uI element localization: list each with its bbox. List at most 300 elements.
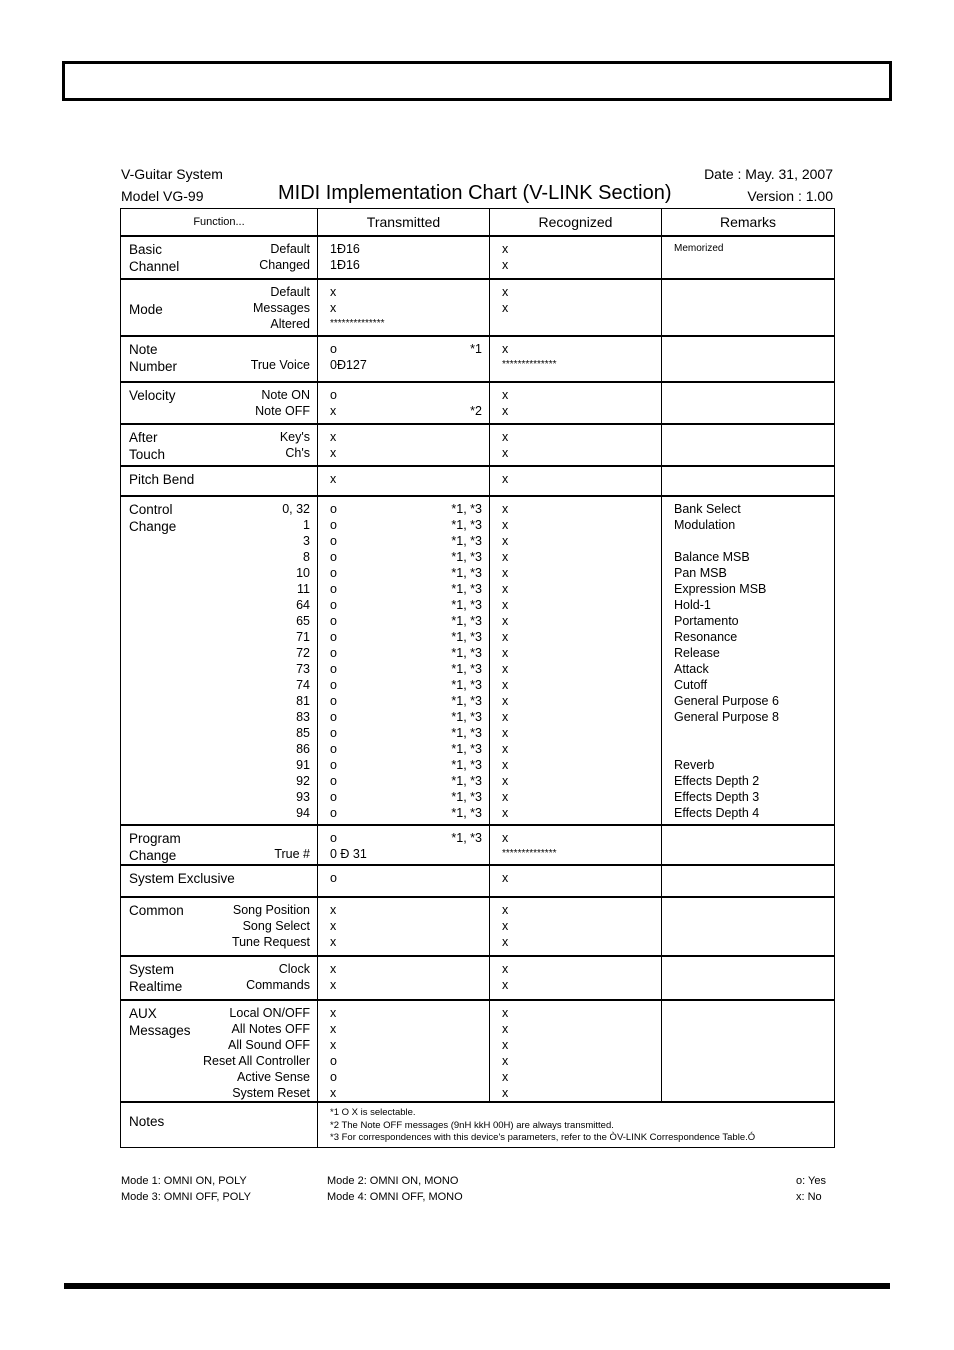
- transmitted-cell: [318, 496, 490, 825]
- section-label: [129, 241, 179, 275]
- recognized-value: x: [502, 710, 509, 724]
- mode-3-legend: Mode 3: OMNI OFF, POLY: [121, 1191, 251, 1203]
- transmitted-note: *1, *3: [451, 678, 482, 692]
- function-items: [253, 284, 310, 332]
- recognized-cell: [490, 236, 662, 279]
- transmitted-value: [330, 830, 482, 846]
- function-item: 10: [296, 566, 310, 580]
- recognized-value: x: [502, 678, 509, 692]
- section-label: [129, 1005, 191, 1101]
- transmitted-cell: [318, 336, 490, 382]
- transmitted-text: o: [330, 678, 337, 692]
- model-name: Model VG-99: [121, 188, 204, 204]
- recognized-value: x: [502, 242, 509, 256]
- transmitted-value: [330, 1069, 482, 1085]
- remark-text: Portamento: [674, 614, 739, 628]
- section-label: [129, 471, 194, 488]
- section-label-line: Realtime: [129, 979, 183, 994]
- function-cell: [121, 825, 318, 865]
- recognized-value: x: [502, 774, 509, 788]
- transmitted-note: *1, *3: [451, 806, 482, 820]
- section-label-line: After: [129, 430, 158, 445]
- transmitted-value: [330, 517, 482, 533]
- transmitted-text: x: [330, 1086, 337, 1100]
- recognized-value: x: [502, 258, 509, 272]
- recognized-value: x: [502, 1070, 509, 1084]
- remark-text: [674, 1021, 834, 1037]
- function-item: 94: [296, 806, 310, 820]
- recognized-value: x: [502, 1006, 509, 1020]
- section-label-line: Pitch Bend: [129, 472, 195, 487]
- recognized-value: x: [502, 301, 509, 315]
- section-label: [129, 387, 176, 421]
- function-item: 64: [296, 598, 310, 612]
- remarks-cell: [662, 336, 835, 382]
- remark-text: [674, 300, 834, 316]
- remarks-cell: [662, 865, 835, 897]
- remark-text: General Purpose 8: [674, 710, 779, 724]
- function-items: [255, 387, 310, 421]
- transmitted-text: o: [330, 806, 337, 820]
- transmitted-value: [330, 403, 482, 419]
- remark-text: [674, 403, 834, 419]
- recognized-cell: [490, 825, 662, 865]
- recognized-value: [502, 316, 661, 332]
- transmitted-text: x: [330, 962, 337, 976]
- transmitted-value: [330, 961, 482, 977]
- transmitted-note: *1, *3: [451, 582, 482, 596]
- recognized-value: x: [502, 790, 509, 804]
- transmitted-cell: [318, 279, 490, 336]
- transmitted-value: [330, 357, 482, 373]
- remark-text: [674, 1005, 834, 1021]
- transmitted-text: x: [330, 430, 337, 444]
- function-item: Active Sense: [237, 1070, 310, 1084]
- section-label: [129, 902, 184, 950]
- transmitted-text: **************: [330, 318, 385, 329]
- transmitted-value: [330, 1053, 482, 1069]
- recognized-cell: [490, 424, 662, 466]
- recognized-cell: [490, 1000, 662, 1102]
- remark-text: [674, 341, 834, 357]
- remark-text: Balance MSB: [674, 550, 750, 564]
- transmitted-text: o: [330, 742, 337, 756]
- recognized-value: x: [502, 1022, 509, 1036]
- transmitted-cell: [318, 1000, 490, 1102]
- notes-label: Notes: [129, 1114, 165, 1129]
- function-item: True Voice: [250, 358, 310, 372]
- section-row: [121, 956, 835, 1000]
- no-legend: x: No: [796, 1191, 822, 1203]
- recognized-value: x: [502, 285, 509, 299]
- transmitted-text: x: [330, 446, 337, 460]
- transmitted-note: *1, *3: [451, 790, 482, 804]
- remarks-cell: [662, 825, 835, 865]
- transmitted-note: *1: [470, 342, 482, 356]
- function-item: True #: [274, 847, 310, 861]
- transmitted-value: [330, 725, 482, 741]
- transmitted-value: [330, 805, 482, 821]
- transmitted-text: o: [330, 871, 337, 885]
- function-item: 65: [296, 614, 310, 628]
- remarks-cell: [662, 466, 835, 496]
- function-item: 3: [303, 534, 310, 548]
- transmitted-note: *1, *3: [451, 518, 482, 532]
- function-item: All Sound OFF: [228, 1038, 310, 1052]
- transmitted-note: *1, *3: [451, 662, 482, 676]
- remark-text: Memorized: [674, 243, 724, 254]
- function-item: 1: [303, 518, 310, 532]
- section-label: [129, 870, 235, 887]
- remark-text: Pan MSB: [674, 566, 727, 580]
- mode-1-legend: Mode 1: OMNI ON, POLY: [121, 1175, 247, 1187]
- recognized-value: x: [502, 404, 509, 418]
- note-line: *2 The Note OFF messages (9nH kkH 00H) are always transmitted.: [330, 1119, 614, 1131]
- transmitted-text: o: [330, 534, 337, 548]
- function-item: Song Position: [232, 903, 310, 917]
- column-header-recognized: Recognized: [490, 209, 662, 237]
- section-label-line: Basic: [129, 242, 163, 257]
- remark-text: Effects Depth 2: [674, 774, 760, 788]
- transmitted-note: *1, *3: [451, 774, 482, 788]
- transmitted-cell: [318, 956, 490, 1000]
- remark-text: [674, 284, 834, 300]
- transmitted-text: o: [330, 831, 337, 845]
- recognized-value: x: [502, 662, 509, 676]
- transmitted-text: o: [330, 710, 337, 724]
- remarks-cell: [662, 424, 835, 466]
- function-cell: [121, 496, 318, 825]
- remark-text: Effects Depth 3: [674, 790, 760, 804]
- function-item: 85: [296, 726, 310, 740]
- function-item: Song Select: [242, 919, 310, 933]
- recognized-value: x: [502, 919, 509, 933]
- transmitted-text: o: [330, 550, 337, 564]
- remarks-cell: [662, 1000, 835, 1102]
- recognized-value: x: [502, 598, 509, 612]
- transmitted-text: o: [330, 662, 337, 676]
- section-row: [121, 236, 835, 279]
- remark-text: [674, 846, 834, 862]
- section-label-line: AUX: [129, 1006, 157, 1021]
- section-row: [121, 424, 835, 466]
- section-label: [129, 961, 182, 995]
- transmitted-text: x: [330, 285, 337, 299]
- function-item: 91: [296, 758, 310, 772]
- transmitted-text: x: [330, 978, 337, 992]
- function-cell: [121, 897, 318, 956]
- recognized-value: x: [502, 935, 509, 949]
- remark-text: Expression MSB: [674, 582, 767, 596]
- section-row: [121, 1000, 835, 1102]
- function-cell: [121, 1000, 318, 1102]
- transmitted-note: *1, *3: [451, 550, 482, 564]
- chart-date: Date : May. 31, 2007: [704, 166, 833, 182]
- transmitted-value: [330, 597, 482, 613]
- recognized-value: x: [502, 978, 509, 992]
- section-row: [121, 496, 835, 825]
- transmitted-text: o: [330, 566, 337, 580]
- section-label-line: Mode: [129, 302, 163, 317]
- function-item: [274, 830, 310, 846]
- transmitted-value: [330, 1005, 482, 1021]
- transmitted-text: o: [330, 1070, 337, 1084]
- system-name: V-Guitar System: [121, 166, 223, 182]
- recognized-value: x: [502, 430, 509, 444]
- function-item: 83: [296, 710, 310, 724]
- transmitted-value: [330, 629, 482, 645]
- recognized-cell: [490, 865, 662, 897]
- remark-text: [674, 741, 834, 757]
- transmitted-text: o: [330, 1054, 337, 1068]
- section-label-line: Number: [129, 359, 178, 374]
- transmitted-value: [330, 257, 482, 273]
- column-header-function: Function...: [121, 209, 318, 237]
- recognized-cell: [490, 496, 662, 825]
- section-label-line: System: [129, 962, 175, 977]
- section-label-line: [129, 404, 176, 421]
- transmitted-text: 0 Ð 31: [330, 847, 367, 861]
- function-item: Local ON/OFF: [229, 1006, 310, 1020]
- column-header-remarks: Remarks: [662, 209, 835, 237]
- remark-text: Hold-1: [674, 598, 711, 612]
- function-items: [251, 341, 310, 375]
- recognized-cell: [490, 336, 662, 382]
- section-row: [121, 336, 835, 382]
- notes-row: [121, 1102, 835, 1147]
- column-header-transmitted: Transmitted: [318, 209, 490, 237]
- transmitted-value: [330, 773, 482, 789]
- remark-text: Reverb: [674, 758, 715, 772]
- recognized-value: x: [502, 630, 509, 644]
- function-item: Messages: [253, 301, 310, 315]
- transmitted-value: [330, 549, 482, 565]
- remark-text: [674, 830, 834, 846]
- remark-text: [674, 445, 834, 461]
- function-items: [274, 830, 310, 864]
- recognized-value: x: [502, 726, 509, 740]
- function-item: 11: [297, 582, 310, 596]
- function-item: [251, 341, 310, 357]
- transmitted-text: o: [330, 598, 337, 612]
- function-items: [259, 241, 310, 275]
- transmitted-value: [330, 387, 482, 403]
- transmitted-value: [330, 241, 482, 257]
- function-items: [232, 902, 310, 950]
- function-item: 93: [296, 790, 310, 804]
- section-label-line: Program: [129, 831, 181, 846]
- remark-text: [674, 977, 834, 993]
- recognized-cell: [490, 466, 662, 496]
- transmitted-value: [330, 1085, 482, 1101]
- recognized-value: x: [502, 472, 509, 486]
- function-cell: [121, 382, 318, 424]
- remark-text: [674, 429, 834, 445]
- function-cell: [121, 336, 318, 382]
- function-item: Reset All Controller: [203, 1054, 310, 1068]
- transmitted-text: o: [330, 388, 337, 402]
- transmitted-text: o: [330, 502, 337, 516]
- transmitted-value: [330, 565, 482, 581]
- remarks-cell: [662, 496, 835, 825]
- transmitted-cell: [318, 424, 490, 466]
- transmitted-note: *2: [470, 404, 482, 418]
- remarks-cell: [662, 956, 835, 1000]
- page-header-box: [62, 61, 892, 101]
- transmitted-value: [330, 1021, 482, 1037]
- transmitted-text: x: [330, 404, 337, 418]
- section-row: [121, 466, 835, 496]
- remark-text: [674, 725, 834, 741]
- transmitted-text: 1Ð16: [330, 258, 360, 272]
- function-item: System Reset: [232, 1086, 310, 1100]
- recognized-value: x: [502, 1038, 509, 1052]
- recognized-value: x: [502, 342, 509, 356]
- remarks-cell: [662, 236, 835, 279]
- function-item: 71: [296, 630, 310, 644]
- section-label-line: Common: [129, 903, 184, 918]
- section-label-line: [129, 284, 163, 301]
- transmitted-cell: [318, 236, 490, 279]
- transmitted-text: o: [330, 774, 337, 788]
- remark-text: [674, 1037, 834, 1053]
- transmitted-value: [330, 693, 482, 709]
- chart-version: Version : 1.00: [747, 188, 833, 204]
- transmitted-value: [330, 471, 482, 487]
- transmitted-value: [330, 846, 482, 862]
- transmitted-text: x: [330, 903, 337, 917]
- transmitted-note: *1, *3: [451, 646, 482, 660]
- recognized-value: x: [502, 550, 509, 564]
- section-label-line: Messages: [129, 1023, 191, 1038]
- remark-text: [674, 1069, 834, 1085]
- transmitted-value: [330, 934, 482, 950]
- yes-legend: o: Yes: [796, 1175, 826, 1187]
- transmitted-value: [330, 902, 482, 918]
- remark-text: [674, 902, 834, 918]
- recognized-value: **************: [502, 848, 557, 859]
- transmitted-cell: [318, 897, 490, 956]
- function-item: Changed: [259, 258, 310, 272]
- section-label-line: Velocity: [129, 388, 176, 403]
- transmitted-value: [330, 581, 482, 597]
- remarks-cell: [662, 897, 835, 956]
- transmitted-value: [330, 918, 482, 934]
- transmitted-text: o: [330, 694, 337, 708]
- transmitted-text: o: [330, 342, 337, 356]
- remark-text: [674, 471, 834, 487]
- function-cell: [121, 865, 318, 897]
- remark-text: [674, 257, 834, 273]
- section-label-line: Channel: [129, 259, 180, 274]
- table-header-row: [121, 209, 835, 237]
- recognized-value: x: [502, 758, 509, 772]
- transmitted-note: *1, *3: [451, 502, 482, 516]
- transmitted-value: [330, 677, 482, 693]
- remark-text: Effects Depth 4: [674, 806, 760, 820]
- function-cell: [121, 956, 318, 1000]
- recognized-value: x: [502, 534, 509, 548]
- function-item: 0, 32: [282, 502, 310, 516]
- transmitted-cell: [318, 466, 490, 496]
- transmitted-note: *1, *3: [451, 742, 482, 756]
- transmitted-value: [330, 445, 482, 461]
- transmitted-value: [330, 870, 482, 886]
- function-cell: [121, 466, 318, 496]
- transmitted-text: o: [330, 758, 337, 772]
- remarks-cell: [662, 382, 835, 424]
- notes-cell: [318, 1102, 835, 1147]
- recognized-value: x: [502, 871, 509, 885]
- section-label-line: Change: [129, 519, 177, 534]
- remark-text: [674, 357, 834, 373]
- transmitted-cell: [318, 825, 490, 865]
- section-row: [121, 865, 835, 897]
- transmitted-value: [330, 533, 482, 549]
- recognized-value: x: [502, 806, 509, 820]
- recognized-cell: [490, 897, 662, 956]
- remark-text: [674, 934, 834, 950]
- transmitted-text: o: [330, 726, 337, 740]
- transmitted-value: [330, 645, 482, 661]
- transmitted-text: x: [330, 472, 337, 486]
- recognized-value: x: [502, 566, 509, 580]
- function-items: [282, 501, 310, 821]
- function-item: 92: [296, 774, 310, 788]
- function-item: 8: [303, 550, 310, 564]
- transmitted-note: *1, *3: [451, 630, 482, 644]
- function-item: Clock: [278, 962, 310, 976]
- function-item: Tune Request: [231, 935, 310, 949]
- transmitted-note: *1, *3: [451, 694, 482, 708]
- note-line: *1 O X is selectable.: [330, 1107, 416, 1118]
- function-items: [246, 961, 310, 995]
- transmitted-note: *1, *3: [451, 726, 482, 740]
- remark-text: [674, 316, 834, 332]
- recognized-value: x: [502, 614, 509, 628]
- function-item: All Notes OFF: [231, 1022, 310, 1036]
- remark-text: [674, 1053, 834, 1069]
- transmitted-note: *1, *3: [451, 758, 482, 772]
- section-label-line: Change: [129, 848, 177, 863]
- midi-implementation-table: [120, 208, 835, 1148]
- section-label-line: [129, 919, 184, 936]
- function-cell: [121, 279, 318, 336]
- section-label-line: Touch: [129, 447, 166, 462]
- recognized-value: x: [502, 446, 509, 460]
- remark-text: [674, 961, 834, 977]
- section-row: [121, 279, 835, 336]
- section-label: [129, 830, 181, 864]
- function-item: Key's: [279, 430, 310, 444]
- transmitted-text: o: [330, 790, 337, 804]
- recognized-value: x: [502, 962, 509, 976]
- recognized-value: **************: [502, 359, 557, 370]
- recognized-value: x: [502, 831, 509, 845]
- section-row: [121, 825, 835, 865]
- transmitted-note: *1, *3: [451, 598, 482, 612]
- transmitted-value: [330, 661, 482, 677]
- transmitted-value: [330, 1037, 482, 1053]
- function-cell: [121, 424, 318, 466]
- remark-text: Cutoff: [674, 678, 708, 692]
- section-label-line: Control: [129, 502, 173, 517]
- transmitted-note: *1, *3: [451, 534, 482, 548]
- remark-text: Bank Select: [674, 502, 741, 516]
- recognized-value: x: [502, 742, 509, 756]
- transmitted-value: [330, 316, 482, 332]
- remark-text: Release: [674, 646, 720, 660]
